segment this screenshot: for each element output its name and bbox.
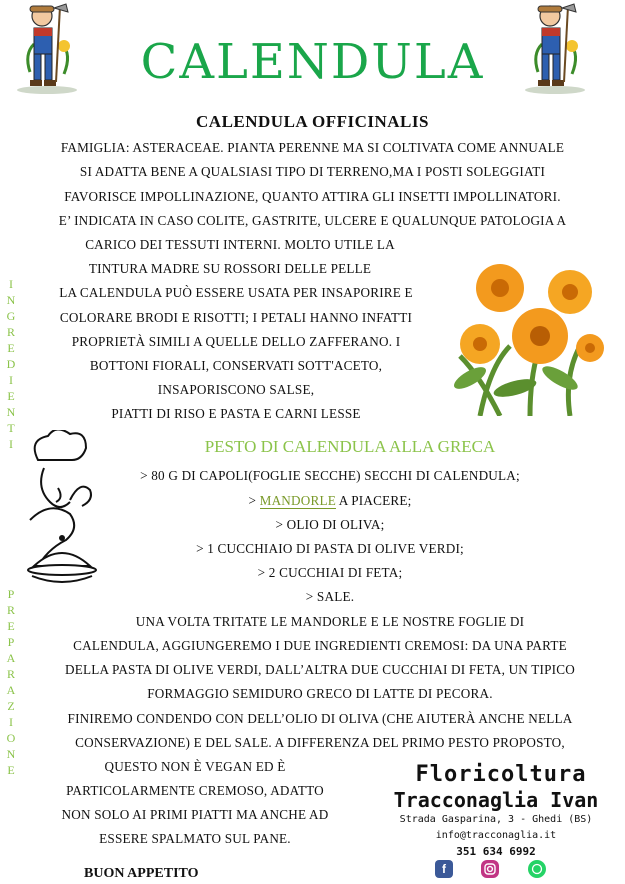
- flower-head: [476, 264, 524, 312]
- description-line: SI ADATTA BENE A QUALSIASI TIPO DI TERRENO,MA I POSTI SOLEGGIATI: [79, 164, 546, 179]
- description-line: CARICO DEI TESSUTI INTERNI. MOLTO UTILE LA: [85, 237, 395, 252]
- whatsapp-icon[interactable]: [528, 860, 546, 878]
- brand-name-line2: Tracconaglia Ivan: [393, 788, 599, 812]
- preparation-line: ESSERE SPALMATO SUL PANE.: [99, 831, 291, 846]
- brand-address: Strada Gasparina, 3 - Ghedi (BS): [399, 814, 593, 825]
- description-line: TINTURA MADRE SU ROSSORI DELLE PELLE: [88, 261, 372, 276]
- preparation-line: NON SOLO AI PRIMI PIATTI MA ANCHE AD: [61, 807, 329, 822]
- preparation-line: QUESTO NON È VEGAN ED È: [104, 759, 286, 774]
- instagram-icon[interactable]: [481, 860, 499, 878]
- side-label-ingredienti: I N G R E D I E N T I: [6, 277, 16, 451]
- preparation-line: FORMAGGIO SEMIDURO GRECO DI LATTE DI PECORA.: [147, 686, 493, 701]
- side-label-preparazione: P R E P A R A Z I O N E: [6, 587, 16, 777]
- ingredient-item: > OLIO DI OLIVA;: [275, 517, 385, 532]
- description-line: INSAPORISCONO SALSE,: [157, 382, 315, 397]
- preparation-line: CONSERVAZIONE) E DEL SALE. A DIFFERENZA DEL PRIMO PESTO PROPOSTO,: [75, 735, 565, 750]
- description-line: FAVORISCE IMPOLLINAZIONE, QUANTO ATTIRA GLI INSETTI IMPOLLINATORI.: [64, 189, 561, 204]
- description-line: FAMIGLIA: ASTERACEAE. PIANTA PERENNE MA SI COLTIVATA COME ANNUALE: [60, 140, 565, 155]
- description-line: E’ INDICATA IN CASO COLITE, GASTRITE, ULCERE E QUALUNQUE PATOLOGIA A: [58, 213, 567, 228]
- preparation-line: CALENDULA, AGGIUNGEREMO I DUE INGREDIENTI CREMOSI: DA UNA PARTE: [73, 638, 567, 653]
- ingredient-item: > MANDORLE A PIACERE;: [248, 493, 412, 508]
- brand-phone[interactable]: 351 634 6992: [456, 845, 536, 858]
- description-line: PROPRIETÀ SIMILI A QUELLE DELLO ZAFFERANO. I: [71, 334, 401, 349]
- preparation-line: UNA VOLTA TRITATE LE MANDORLE E LE NOSTRE FOGLIE DI: [135, 614, 525, 629]
- description-line: BOTTONI FIORALI, CONSERVATI SOTT'ACETO,: [89, 358, 383, 373]
- description-line: PIATTI DI RISO E PASTA E CARNI LESSE: [111, 406, 361, 421]
- mandorle-link[interactable]: MANDORLE: [259, 493, 336, 508]
- page-title: CALENDULA: [140, 34, 485, 90]
- preparation-line: DELLA PASTA DI OLIVE VERDI, DALL’ALTRA DUE CUCCHIAI DI FETA, UN TIPICO: [65, 662, 575, 677]
- preparation-line: PARTICOLARMENTE CREMOSO, ADATTO: [66, 783, 324, 798]
- ingredient-item: > 1 CUCCHIAIO DI PASTA DI OLIVE VERDI;: [196, 541, 464, 556]
- description-line: LA CALENDULA PUÒ ESSERE USATA PER INSAPORIRE E: [59, 285, 413, 300]
- recipe-title: PESTO DI CALENDULA ALLA GRECA: [204, 437, 496, 456]
- page-subtitle: CALENDULA OFFICINALIS: [196, 112, 429, 131]
- ingredient-item: > SALE.: [305, 589, 355, 604]
- facebook-icon[interactable]: f: [435, 860, 453, 878]
- brand-email[interactable]: info@tracconaglia.it: [435, 830, 557, 841]
- calendula-flower-photo: [440, 258, 608, 416]
- closing-text: BUON APPETITO: [84, 866, 199, 881]
- description-line: COLORARE BRODI E RISOTTI; I PETALI HANNO INFATTI: [59, 310, 413, 325]
- preparation-line: FINIREMO CONDENDO CON DELL’OLIO DI OLIVA (CHE AIUTERÀ ANCHE NELLA: [67, 711, 573, 726]
- ingredient-item: > 80 G DI CAPOLI(FOGLIE SECCHE) SECCHI DI CALENDULA;: [140, 468, 520, 483]
- ingredient-item: > 2 CUCCHIAI DI FETA;: [257, 565, 403, 580]
- brand-name-line1: Floricoltura: [415, 762, 587, 787]
